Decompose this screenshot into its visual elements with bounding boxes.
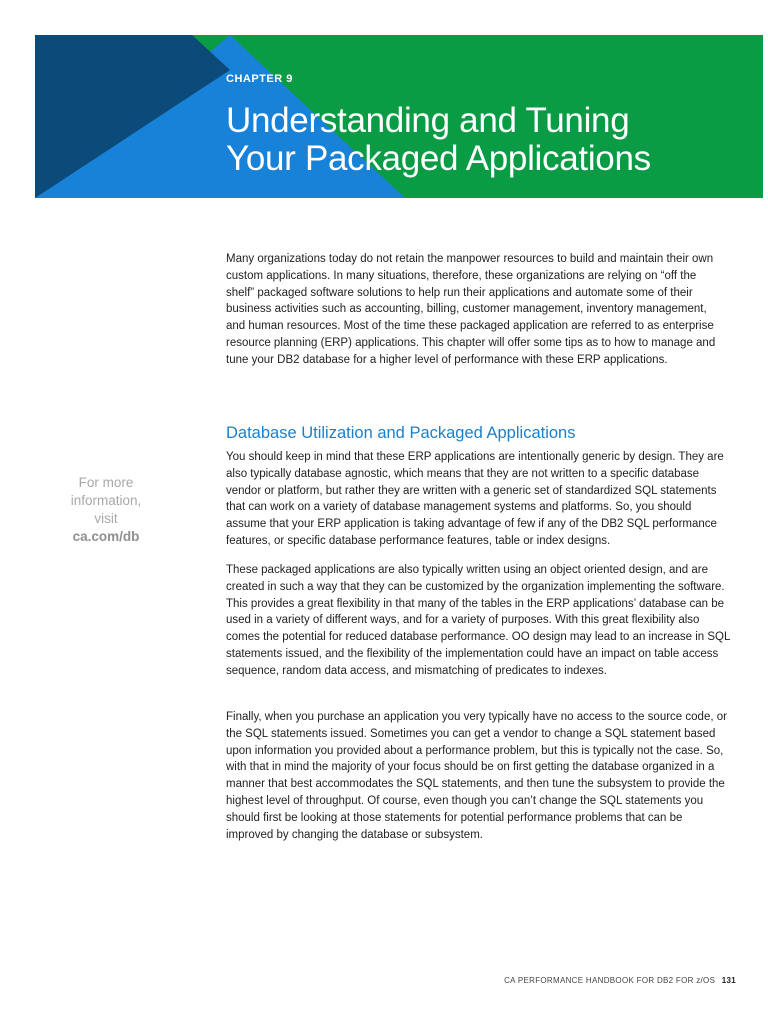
sidebar-line-2: information, <box>70 493 142 508</box>
page-number: 131 <box>721 976 736 985</box>
chapter-label: CHAPTER 9 <box>226 73 293 85</box>
footer-title: CA PERFORMANCE HANDBOOK FOR DB2 FOR z/OS <box>504 976 716 985</box>
body-paragraph-2: These packaged applications are also typically written using an object oriented design, and are created in such a way that they can be customized by the organization implementing the software. This provides a great flexibility in that many of the tables in the ERP applications’ database can be used in a variety of different ways, and for a variety of purposes. With this great flexibility also comes the potential for reduced database performance. OO design may lead to an increase in SQL statements issued, and the flexibility of the implementation could have an impact on table access sequence, random data access, and mismatching of predicates to indexes. <box>226 564 730 677</box>
sidebar-more-info <box>60 474 152 546</box>
chapter-title-line-1: Understanding and Tuning <box>226 101 630 140</box>
intro-paragraph: Many organizations today do not retain the manpower resources to build and maintain their own custom applications. In many situations, therefore, these organizations are relying on “off the shelf” packaged software solutions to help run their applications and automate some of their business activities such as accounting, billing, customer management, inventory management, and human resources. Most of the time these packaged application are referred to as enterprise resource planning (ERP) applications. This chapter will offer some tips as to how to manage and tune your DB2 database for a higher level of performance with these ERP applications. <box>226 253 716 366</box>
body-paragraph-3: Finally, when you purchase an application you very typically have no access to the source code, or the SQL statements issued. Sometimes you can get a vendor to change a SQL statement based upon information you provided about a performance problem, but this is typically not the case. So, with that in mind the majority of your focus should be on first getting the database organized in a manner that best accommodates the SQL statements, and then tune the subsystem to provide the highest level of throughput. Of course, even though you can’t change the SQL statements you should first be looking at those statements for potential performance problems that can be improved by changing the database or subsystem. <box>226 711 727 841</box>
body-paragraph-1: You should keep in mind that these ERP applications are intentionally generic by design. They are also typically database agnostic, which means that they are not written to a specific database vendor or platform, but rather they are written with a generic set of standardized SQL statements that can work on a variety of database management systems and platforms. So, you should assume that your ERP application is taking advantage of few if any of the DB2 SQL performance features, or specific database performance features, table or index designs. <box>226 451 724 547</box>
chapter-title-line-2: Your Packaged Applications <box>226 139 651 178</box>
sidebar-line-1: For more <box>78 475 134 490</box>
sidebar-line-3: visit <box>94 511 118 526</box>
sidebar-link[interactable]: ca.com/db <box>72 529 140 544</box>
page-footer <box>504 976 736 985</box>
section-heading: Database Utilization and Packaged Applications <box>226 424 576 442</box>
chapter-title <box>226 102 746 178</box>
